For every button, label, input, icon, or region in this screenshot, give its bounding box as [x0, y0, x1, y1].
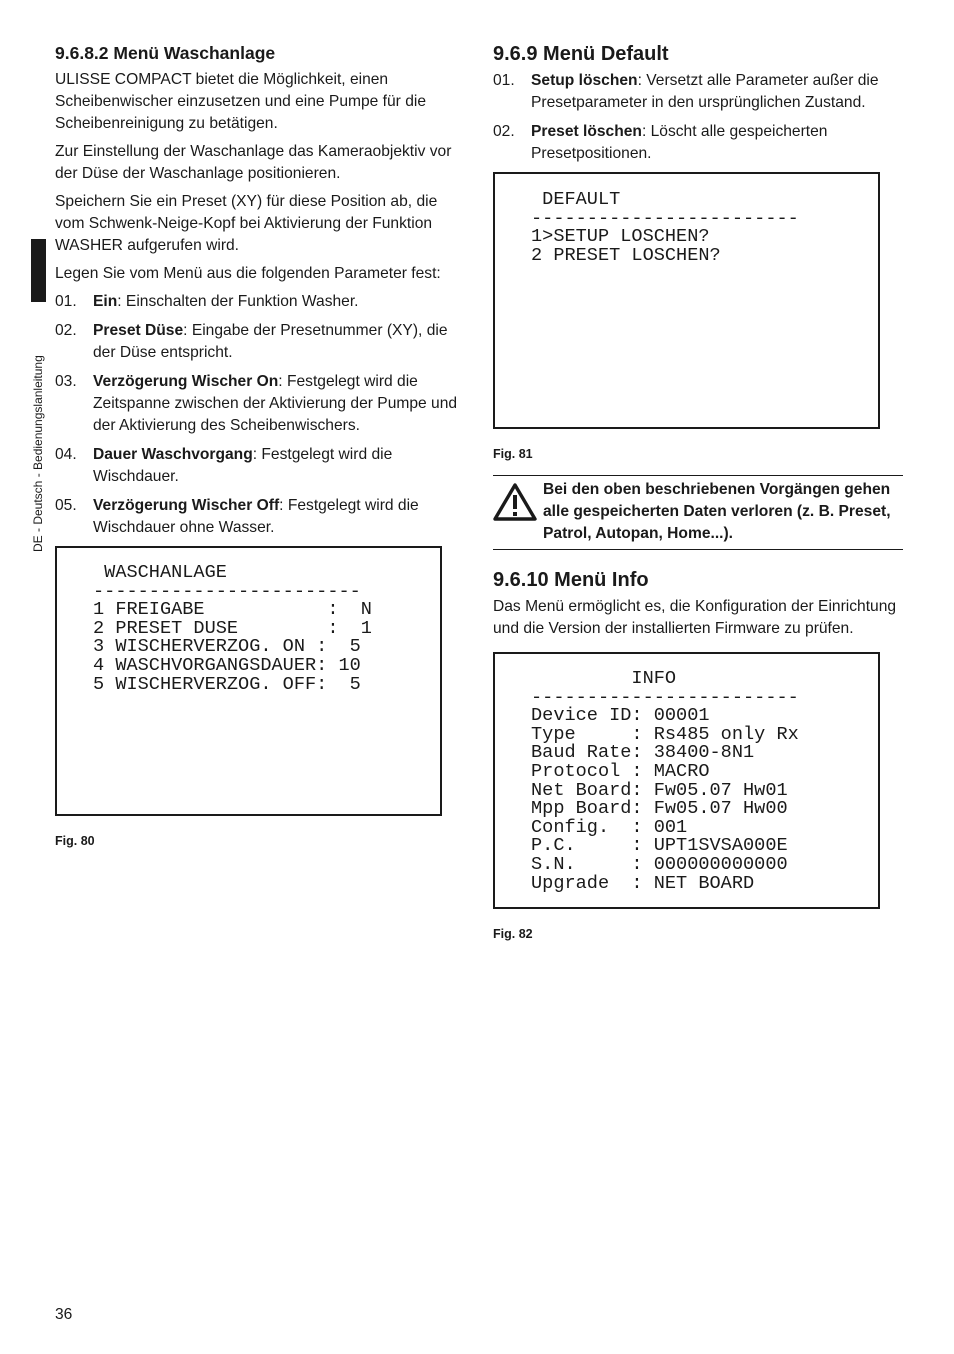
menu-line: INFO	[531, 668, 677, 689]
menu-line: WASCHANLAGE	[93, 562, 227, 583]
menu-line: 2 PRESET DUSE : 1	[93, 617, 372, 639]
list-item: 03. Verzögerung Wischer On: Festgelegt wird die Zeitspanne zwischen der Aktivierung der Pumpe und der Aktivierung des Scheibenwischers.	[55, 373, 458, 434]
list-item: 01. Setup löschen: Versetzt alle Parameter außer die Presetparameter in den ursprünglichen Zustand.	[493, 72, 879, 111]
section-heading-washer: 9.6.8.2 Menü Waschanlage	[55, 43, 276, 63]
menu-line: Type : Rs485 only Rx	[531, 723, 799, 745]
paragraph: Legen Sie vom Menü aus die folgenden Parameter fest:	[55, 265, 441, 282]
list-item: 01. Ein: Einschalten der Funktion Washer.	[55, 293, 359, 310]
side-language-label: DE - Deutsch - Bedienungslanleitung	[31, 355, 45, 552]
menu-line: ------------------------	[531, 207, 799, 229]
menu-line: Net Board: Fw05.07 Hw01	[531, 779, 788, 801]
menu-line: Mpp Board: Fw05.07 Hw00	[531, 798, 788, 820]
menu-line: P.C. : UPT1SVSA000E	[531, 835, 788, 857]
paragraph: Das Menü ermöglicht es, die Konfiguration der Einrichtung und die Version der installierten Firmware zu prüfen.	[493, 598, 897, 637]
menu-line: 4 WASCHVORGANGSDAUER: 10	[93, 654, 361, 676]
washer-menu-screen	[55, 546, 442, 816]
menu-line: 3 WISCHERVERZOG. ON : 5	[93, 636, 361, 658]
menu-line: 5 WISCHERVERZOG. OFF: 5	[93, 673, 361, 695]
left-column	[55, 40, 465, 848]
warning-triangle-icon	[493, 479, 543, 545]
menu-line: ------------------------	[531, 686, 799, 708]
right-column	[493, 40, 903, 941]
default-parameter-list	[493, 70, 903, 165]
warning-notice	[493, 475, 903, 550]
menu-line: Upgrade : NET BOARD	[531, 872, 755, 894]
paragraph: Speichern Sie ein Preset (XY) für diese Position ab, die vom Schwenk-Neige-Kopf bei Aktivierung der Funktion WASHER aufgerufen wird.	[55, 193, 438, 254]
figure-caption: Fig. 80	[55, 834, 95, 848]
list-item: 02. Preset löschen: Löscht alle gespeicherten Presetpositionen.	[493, 123, 828, 162]
figure-caption: Fig. 82	[493, 927, 533, 941]
default-menu-screen	[493, 172, 880, 429]
list-item: 05. Verzögerung Wischer Off: Festgelegt wird die Wischdauer ohne Wasser.	[55, 497, 419, 536]
menu-line: ------------------------	[93, 580, 361, 602]
menu-line: DEFAULT	[531, 189, 621, 210]
list-item: 04. Dauer Waschvorgang: Festgelegt wird die Wischdauer.	[55, 446, 393, 485]
menu-line: 1>SETUP LOSCHEN?	[531, 226, 710, 248]
menu-line: Baud Rate: 38400-8N1	[531, 742, 755, 764]
menu-line: 2 PRESET LOSCHEN?	[531, 244, 721, 266]
menu-line: S.N. : 000000000000	[531, 853, 788, 875]
washer-parameter-list	[55, 291, 465, 539]
figure-caption: Fig. 81	[493, 447, 533, 461]
paragraph: Zur Einstellung der Waschanlage das Kameraobjektiv vor der Düse der Waschanlage positionieren.	[55, 143, 452, 182]
section-heading-default: 9.6.9 Menü Default	[493, 43, 669, 65]
paragraph: ULISSE COMPACT bietet die Möglichkeit, einen Scheibenwischer einzusetzen und eine Pumpe für die Scheibenreinigung zu betätigen.	[55, 71, 427, 132]
menu-line: Protocol : MACRO	[531, 760, 710, 782]
page-number: 36	[55, 1306, 73, 1323]
menu-line: 1 FREIGABE : N	[93, 599, 372, 621]
section-heading-info: 9.6.10 Menü Info	[493, 569, 649, 591]
info-menu-screen	[493, 652, 880, 909]
list-item: 02. Preset Düse: Eingabe der Presetnummer (XY), die der Düse entspricht.	[55, 322, 448, 361]
warning-text: Bei den oben beschriebenen Vorgängen gehen alle gespeicherten Daten verloren (z. B. Preset, Patrol, Autopan, Home...).	[543, 481, 891, 542]
menu-line: Config. : 001	[531, 816, 688, 838]
menu-line: Device ID: 00001	[531, 705, 710, 727]
